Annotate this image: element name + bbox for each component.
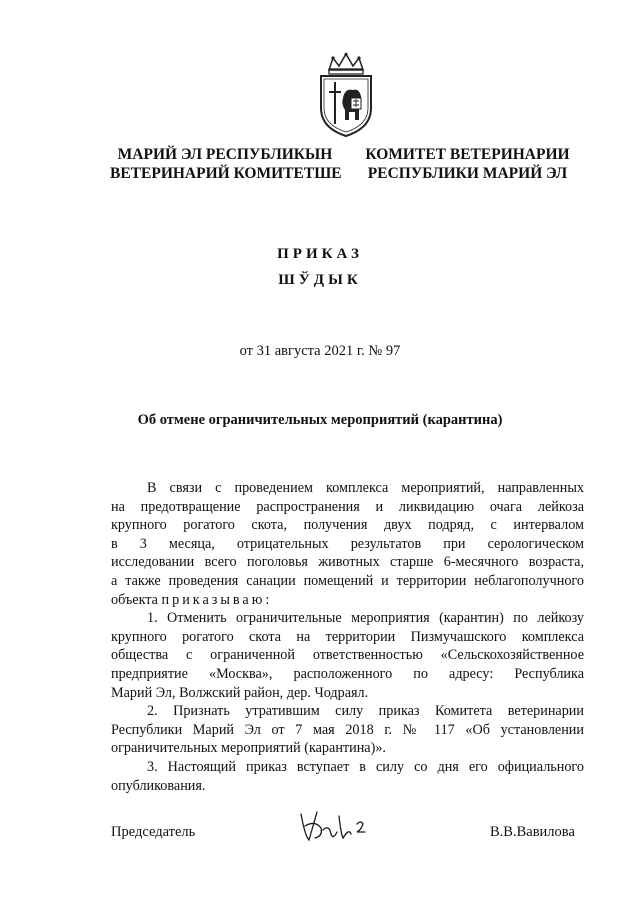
order-prefix: объекта <box>111 591 158 608</box>
date-line: от 31 августа 2021 г. № 97 <box>239 343 401 359</box>
order-word: приказываю: <box>161 591 273 608</box>
body-line: а также проведения санации помещений и территории неблагополучного <box>111 572 584 589</box>
document-body <box>111 479 584 795</box>
signer-position: Председатель <box>111 824 196 840</box>
body-line: крупного рогатого скота на территории Пизмучашского комплекса <box>111 628 584 645</box>
body-line: Республики Марий Эл от 7 мая 2018 г. № 117 «Об установлении <box>111 721 584 738</box>
body-line: ограничительных мероприятий (карантина)». <box>111 740 386 757</box>
body-line: крупного рогатого скота, получения двух подряд, с интервалом <box>111 517 584 534</box>
doc-type-mari: ШЎДЫК <box>278 272 362 288</box>
body-line: исследовании всего поголовья животных старше 6-месячного возраста, <box>111 554 584 571</box>
header-right-line2: РЕСПУБЛИКИ МАРИЙ ЭЛ <box>367 165 568 182</box>
document-title: Об отмене ограничительных мероприятий (карантина) <box>137 412 503 428</box>
body-line: В связи с проведением комплекса мероприятий, направленных <box>147 480 584 496</box>
doc-type-ru: ПРИКАЗ <box>277 246 363 262</box>
handwritten-signature <box>295 806 375 846</box>
body-line: общества с ограниченной ответственностью «Сельскохозяйственное <box>111 647 584 664</box>
body-line: 1. Отменить ограничительные мероприятия (карантин) по лейкозу <box>147 610 584 627</box>
body-line: на предотвращение распространения и ликвидацию очага лейкоза <box>111 498 584 515</box>
body-line: Марий Эл, Волжский район, дер. Чодраял. <box>111 684 369 701</box>
header-right-line1: КОМИТЕТ ВЕТЕРИНАРИИ <box>365 146 570 163</box>
body-line: предприятие «Москва», расположенного по адресу: Республика <box>111 665 584 682</box>
body-line: опубликования. <box>111 777 206 794</box>
coat-of-arms-icon <box>315 52 377 138</box>
header-left-org <box>110 145 340 183</box>
intro-paragraph <box>111 479 584 609</box>
signer-name: В.В.Вавилова <box>490 824 575 840</box>
body-line: 2. Признать утратившим силу приказ Комитета ветеринарии <box>147 703 584 720</box>
body-line: 3. Настоящий приказ вступает в силу со дня его официального <box>147 758 584 775</box>
header-left-line1: МАРИЙ ЭЛ РЕСПУБЛИКЫН <box>117 146 333 163</box>
item-2 <box>111 702 584 758</box>
body-line-order <box>111 591 584 610</box>
header-right-org <box>360 145 575 183</box>
body-line: в 3 месяца, отрицательных результатов при серологическом <box>111 535 584 552</box>
item-1 <box>111 609 584 702</box>
item-3 <box>111 758 584 795</box>
header-left-line2: ВЕТЕРИНАРИЙ КОМИТЕТШЕ <box>110 165 342 182</box>
